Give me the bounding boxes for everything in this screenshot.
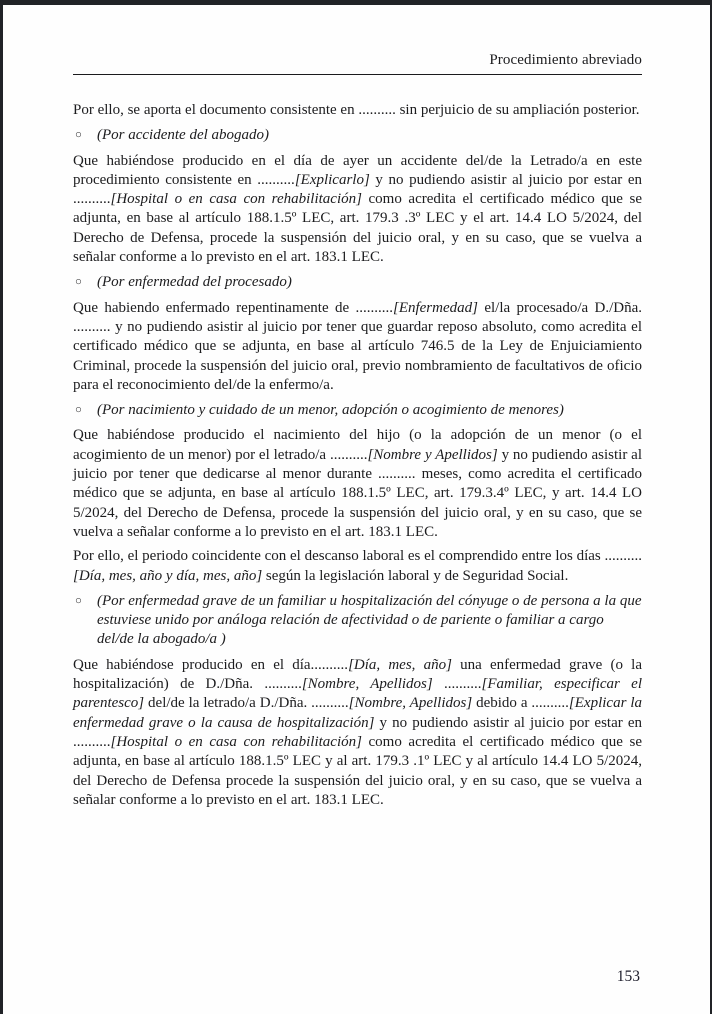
bullet-circle-icon: ○ bbox=[75, 404, 82, 417]
header-rule bbox=[73, 74, 642, 75]
bullet-circle-icon: ○ bbox=[75, 129, 82, 142]
paragraph bbox=[73, 299, 642, 395]
body-text: Que habiendo enfermado repentinamente de .......... bbox=[73, 299, 393, 316]
placeholder-italic-text: [Día, mes, año] bbox=[348, 656, 452, 673]
placeholder-italic-text: (Por accidente del abogado) bbox=[97, 127, 270, 144]
body-text: según la legislación laboral y de Seguridad Social. bbox=[262, 567, 569, 584]
body-text: Que habiéndose producido en el día.......... bbox=[73, 656, 349, 673]
body-text: y no pudiendo asistir al juicio por estar en .......... bbox=[73, 171, 642, 208]
body-text: Que habiéndose producido en el día de ayer un accidente del/de la Letrado/a en este procedimiento consistente en .......... bbox=[73, 152, 642, 188]
body-text: Por ello, el periodo coincidente con el descanso laboral es el comprendido entre los días .......... bbox=[73, 548, 642, 565]
bullet-label bbox=[97, 592, 642, 650]
body-text: como acredita el certificado médico que se adjunta, en base al artículo 188.1.5º LEC y al art. 179.3 .1º LEC y al artículo 14.4 LO 5/2024, del Derecho de Defensa procede la suspensión del juicio oral, y en su caso, que se vuelva a señalar conforme a lo previsto en el art. 183.1 LEC. bbox=[73, 733, 642, 808]
bullet-circle-icon: ○ bbox=[75, 594, 82, 607]
placeholder-italic-text: [Nombre y Apellidos] bbox=[367, 446, 498, 463]
bullet-item bbox=[73, 273, 642, 292]
body-text: y no pudiendo asistir al juicio por estar en .......... bbox=[73, 714, 643, 750]
document-body bbox=[73, 101, 642, 810]
placeholder-italic-text: [Hospital o en casa con rehabilitación] bbox=[110, 191, 362, 208]
body-text: una enfermedad grave (o la hospitalización) de D./Dña. .......... bbox=[73, 656, 642, 693]
bullet-item bbox=[73, 592, 642, 650]
body-text: Por ello, se aporta el documento consistente en .......... sin perjuicio de su ampliación posterior. bbox=[73, 102, 640, 118]
placeholder-italic-text: [Hospital o en casa con rehabilitación] bbox=[110, 733, 362, 750]
bullet-label bbox=[97, 401, 642, 420]
page-content bbox=[73, 5, 642, 815]
body-text: y no pudiendo asistir al juicio por tener que dedicarse al menor durante .......... meses, como acredita el certificado médico que se adjunta, en base al artículo 188.1.5º LEC, art. 179.3.4º LEC, y art. 14.4 LO 5/2024, del Derecho de Defensa, procede la suspensión del juicio oral, y en su caso, que se vuelva a señalar conforme a lo previsto en el art. 183.1 LEC. bbox=[73, 446, 643, 540]
body-text: como acredita el certificado médico que se adjunta, en base al artículo 188.1.5º LEC, art. 179.3 .3º LEC y el art. 14.4 LO 5/2024, del Derecho de Defensa, procede la suspensión del juicio oral, y en su caso, que se vuelva a señalar conforme a lo previsto en el art. 183.1 LEC. bbox=[73, 191, 642, 266]
placeholder-italic-text: (Por enfermedad del procesado) bbox=[97, 274, 292, 291]
running-header: Procedimiento abreviado bbox=[489, 52, 642, 68]
placeholder-italic-text: [Nombre, Apellidos] bbox=[348, 695, 473, 712]
paragraph bbox=[73, 101, 642, 120]
placeholder-italic-text: [Explicar la enfermedad grave o la causa de hospitalización] bbox=[73, 695, 642, 731]
body-text: el/la procesado/a D./Dña. .......... y no pudiendo asistir al juicio por tener que guardar reposo absoluto, como acredita el certificado médico que se adjunta, en base al artículo 746.5 de la Ley de Enjuiciamiento Criminal, procede la suspensión del juicio oral, previo nombramiento de facultativos de oficio para el reconocimiento del/de la enfermo/a. bbox=[73, 299, 642, 393]
page-number: 153 bbox=[616, 968, 640, 985]
bullet-item bbox=[73, 401, 642, 420]
body-text: Que habiéndose producido el nacimiento del hijo (o la adopción de un menor (o el acogimiento de un menor) por el letrado/a .......... bbox=[73, 427, 642, 463]
paragraph bbox=[73, 656, 642, 810]
paragraph bbox=[73, 426, 642, 542]
body-text: del/de la letrado/a D./Dña. .......... bbox=[144, 695, 349, 712]
bullet-label bbox=[97, 126, 642, 145]
placeholder-italic-text: (Por enfermedad grave de un familiar u hospitalización del cónyuge o de persona a la que estuviese unido por análoga relación de afectividad o de pariente o familiar a cargo del/de la abogado/a ) bbox=[97, 592, 642, 648]
placeholder-italic-text: [Enfermedad] bbox=[392, 299, 478, 316]
body-text: debido a .......... bbox=[472, 695, 569, 712]
placeholder-italic-text: [Familiar, especificar el parentesco] bbox=[73, 676, 642, 712]
paragraph bbox=[73, 547, 642, 586]
bullet-label bbox=[97, 273, 642, 292]
bullet-circle-icon: ○ bbox=[75, 276, 82, 289]
placeholder-italic-text: [Nombre, Apellidos] bbox=[301, 676, 433, 693]
placeholder-italic-text: [Explicarlo] bbox=[294, 171, 370, 188]
bullet-item bbox=[73, 126, 642, 145]
placeholder-italic-text: (Por nacimiento y cuidado de un menor, adopción o acogimiento de menores) bbox=[97, 402, 564, 419]
placeholder-italic-text: [Día, mes, año y día, mes, año] bbox=[73, 567, 263, 584]
body-text: .......... bbox=[432, 676, 482, 693]
paragraph bbox=[73, 152, 642, 268]
